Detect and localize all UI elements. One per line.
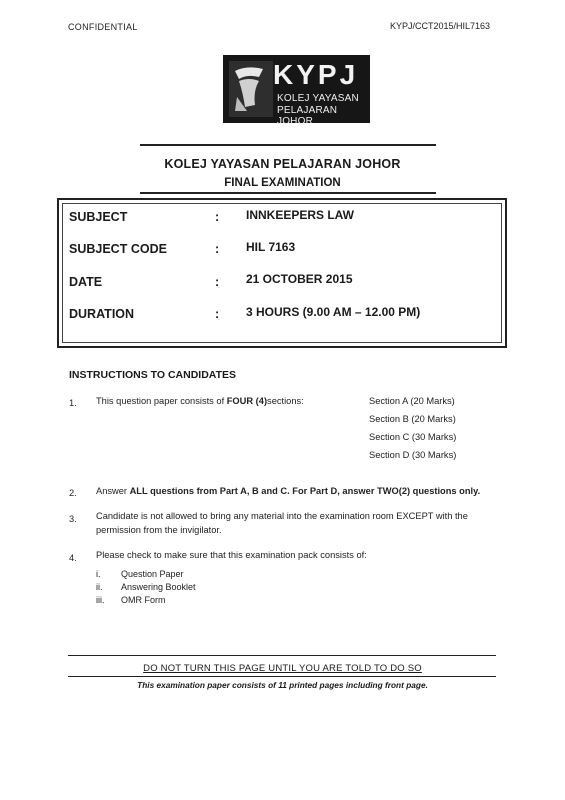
- item-4-number: 4.: [69, 553, 77, 563]
- section-b-marks: Section B (20 Marks): [369, 414, 456, 424]
- document-reference-code: KYPJ/CCT2015/HIL7163: [390, 21, 491, 31]
- subject-code-label: SUBJECT CODE: [69, 242, 167, 256]
- item-2-number: 2.: [69, 488, 77, 498]
- item-1-text-post: sections:: [267, 396, 304, 406]
- page-count-note: This examination paper consists of 11 printed pages including front page.: [137, 680, 428, 690]
- item-1-text: [96, 396, 304, 406]
- date-colon: :: [215, 275, 220, 289]
- exam-title: FINAL EXAMINATION: [224, 177, 341, 189]
- do-not-turn-warning: [0, 663, 565, 674]
- logo-line-2: PELAJARAN JOHOR: [277, 105, 338, 127]
- section-a-marks: Section A (20 Marks): [369, 396, 455, 406]
- subject-code-colon: :: [215, 242, 220, 256]
- logo-line-1: KOLEJ YAYASAN: [277, 93, 359, 104]
- title-top-rule: [140, 144, 436, 146]
- item-2-text-bold: ALL questions from Part A, B and C. For Part D, answer TWO(2) questions only.: [129, 486, 481, 496]
- subject-code-value: HIL 7163: [246, 240, 296, 254]
- item-1-number: 1.: [69, 398, 77, 408]
- item-4-text: Please check to make sure that this examination pack consists of:: [96, 550, 367, 560]
- confidential-label: CONFIDENTIAL: [68, 22, 138, 32]
- exam-details-box: [57, 198, 507, 348]
- footer-middle-rule: [68, 676, 496, 677]
- item-2-text: [96, 486, 480, 496]
- item-3-line-2: permission from the invigilator.: [96, 525, 222, 535]
- subitem-iii-text: OMR Form: [121, 595, 166, 605]
- item-1-text-pre: This question paper consists of: [96, 396, 227, 406]
- item-3-number: 3.: [69, 514, 77, 524]
- duration-value: 3 HOURS (9.00 AM – 12.00 PM): [246, 305, 421, 319]
- subject-value: INNKEEPERS LAW: [246, 208, 355, 222]
- subitem-iii-number: iii.: [96, 595, 105, 605]
- duration-label: DURATION: [69, 307, 135, 321]
- subitem-ii-number: ii.: [96, 582, 103, 592]
- date-label: DATE: [69, 275, 103, 289]
- item-1-text-bold: FOUR (4): [226, 396, 268, 406]
- college-name: KOLEJ YAYASAN PELAJARAN JOHOR: [164, 157, 401, 171]
- subitem-i-text: Question Paper: [121, 569, 184, 579]
- title-bottom-rule: [140, 192, 436, 194]
- duration-colon: :: [215, 307, 220, 321]
- do-not-turn-warning-text: DO NOT TURN THIS PAGE UNTIL YOU ARE TOLD TO DO SO: [143, 663, 422, 674]
- subject-colon: :: [215, 210, 220, 224]
- section-d-marks: Section D (30 Marks): [369, 450, 457, 460]
- college-logo: [223, 55, 370, 127]
- subitem-ii-text: Answering Booklet: [121, 582, 196, 592]
- footer-top-rule: [68, 655, 496, 656]
- logo-acronym: KYPJ: [273, 59, 359, 90]
- section-c-marks: Section C (30 Marks): [369, 432, 457, 442]
- item-2-text-pre: Answer: [96, 486, 130, 496]
- logo-emblem-icon: [229, 61, 273, 117]
- date-value: 21 OCTOBER 2015: [246, 272, 353, 286]
- item-3-line-1: Candidate is not allowed to bring any material into the examination room EXCEPT with the: [96, 511, 468, 521]
- subject-label: SUBJECT: [69, 210, 128, 224]
- subitem-i-number: i.: [96, 569, 101, 579]
- instructions-heading: INSTRUCTIONS TO CANDIDATES: [69, 369, 237, 381]
